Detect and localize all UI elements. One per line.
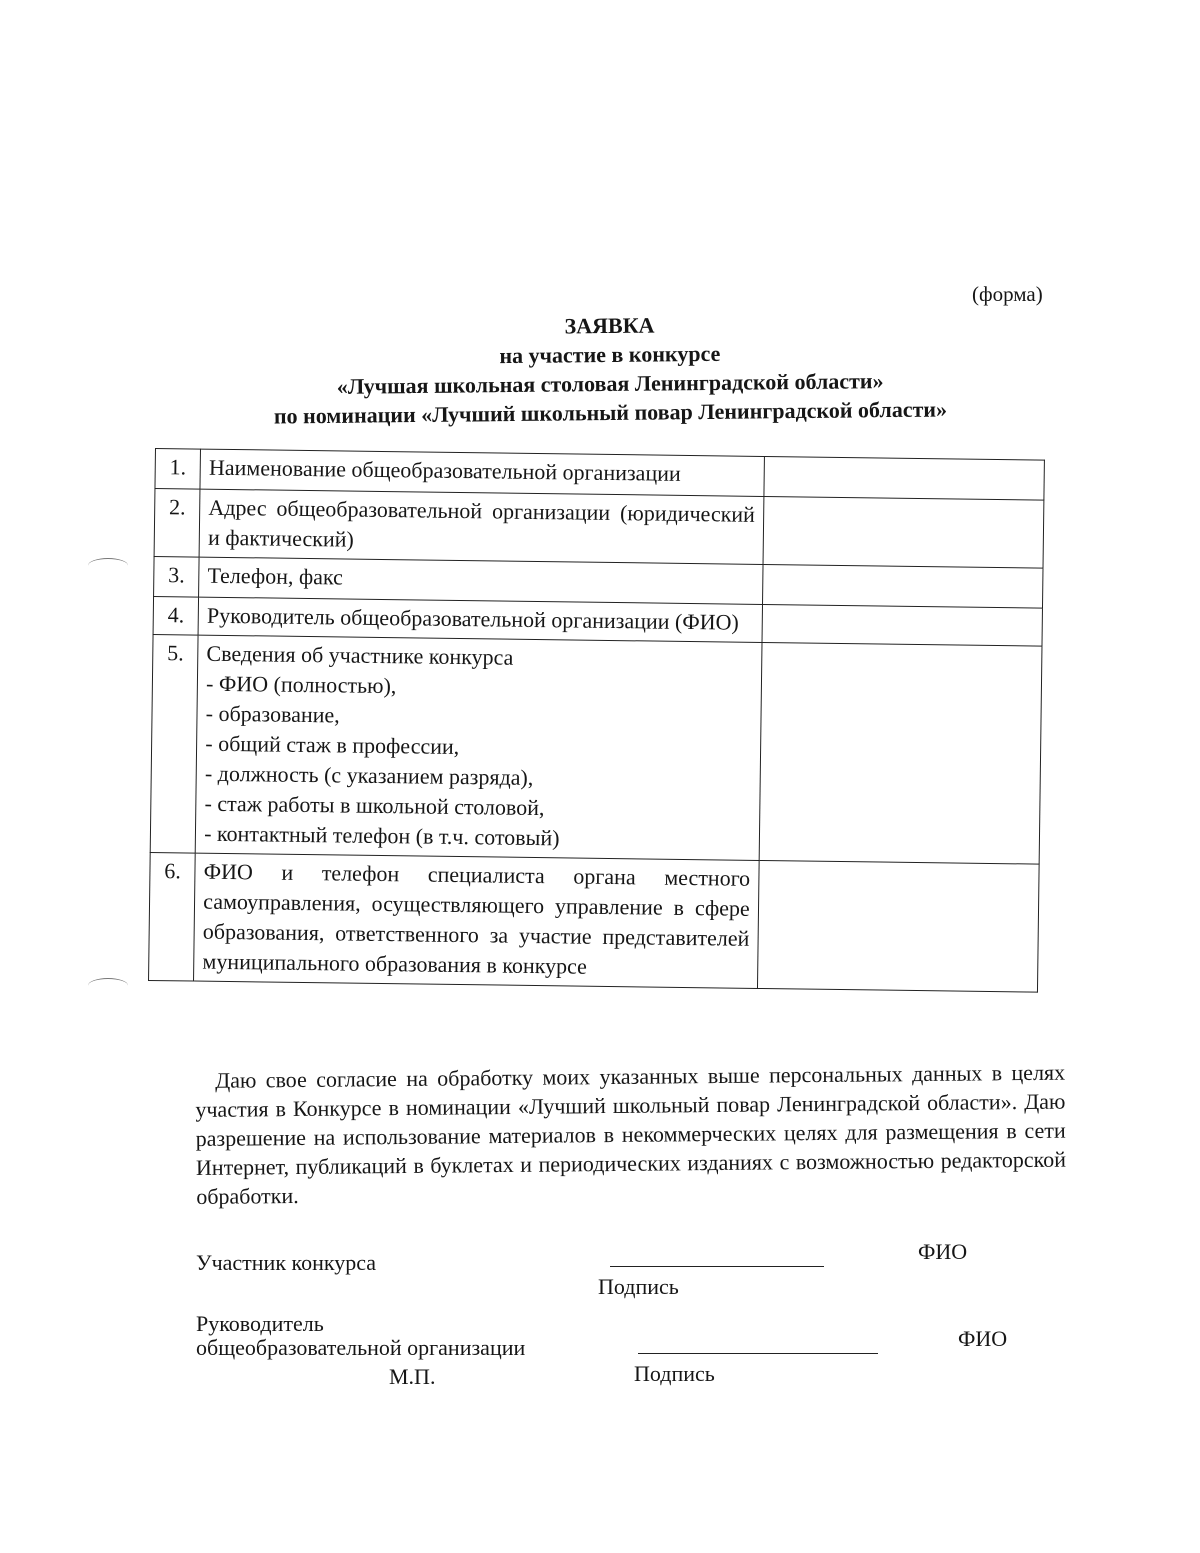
head-label-line-1: Руководитель (196, 1311, 324, 1336)
row-value-field[interactable] (757, 860, 1039, 992)
row-label-line: Сведения об участнике конкурса (206, 640, 514, 670)
row-value-field[interactable] (763, 496, 1044, 568)
row-value-field[interactable] (762, 564, 1043, 608)
row-value-field[interactable] (762, 604, 1043, 646)
row-label-line: - контактный телефон (в т.ч. сотовый) (204, 820, 560, 851)
row-label-line: Телефон, факс (207, 562, 344, 590)
row-value-field[interactable] (764, 456, 1045, 500)
punch-hole-mark (88, 558, 128, 573)
row-number: 6. (149, 852, 196, 981)
row-number: 4. (153, 596, 199, 635)
row-label-line: - должность (с указанием разряда), (204, 760, 534, 790)
title-line-4: по номинации «Лучший школьный повар Ленинградской области» (273, 396, 948, 429)
row-label-line: - общий стаж в профессии, (205, 730, 460, 760)
application-table-wrapper (148, 448, 1050, 993)
row-label-line: ФИО и телефон специалиста органа местного самоуправления, осуществляющего управление в сфере образования, ответственного за участие представителей муниципального образования в конкурсе (202, 858, 751, 979)
row-label (199, 489, 763, 564)
row-label-line: - стаж работы в школьной столовой, (204, 790, 545, 821)
row-number: 3. (154, 556, 200, 597)
consent-paragraph: Даю свое согласие на обработку моих указанных выше персональных данных в целях участия в Конкурсе в номинации «Лучший школьный повар Ленинградской области». Даю разрешение на использование материалов в некоммерческих целях для размещения в сети Интернет, публикаций в буклетах и периодических изданиях с возможностью редакторской обработки. (195, 1059, 1067, 1209)
participant-fio-label: ФИО (918, 1239, 968, 1264)
document-title (149, 306, 1070, 432)
participant-signature-caption: Подпись (598, 1274, 679, 1299)
application-table (148, 448, 1045, 993)
title-line-2: на участие в конкурсе (499, 340, 721, 369)
title-line-3: «Лучшая школьная столовая Ленинградской области» (336, 368, 884, 399)
stamp-label: М.П. (389, 1364, 436, 1389)
head-signature-line[interactable] (638, 1353, 878, 1354)
head-signature-caption: Подпись (634, 1361, 715, 1386)
participant-label: Участник конкурса (196, 1250, 377, 1275)
row-value-field[interactable] (759, 642, 1042, 864)
row-label (194, 853, 759, 988)
table-row (149, 852, 1040, 992)
row-label-line: - ФИО (полностью), (205, 670, 397, 699)
row-label (195, 635, 761, 860)
head-fio-label: ФИО (958, 1326, 1008, 1351)
table-row (150, 634, 1042, 864)
table-row (154, 489, 1044, 569)
row-number: 1. (155, 449, 201, 490)
punch-hole-mark (88, 978, 128, 993)
form-label: (форма) (972, 282, 1043, 306)
row-label-line: - образование, (205, 700, 340, 728)
title-line-1: ЗАЯВКА (564, 312, 655, 339)
row-label-line: Руководитель общеобразовательной организации (ФИО) (206, 602, 739, 635)
row-number: 5. (150, 634, 198, 853)
row-label-line: Наименование общеобразовательной организации (208, 454, 681, 486)
participant-signature-line[interactable] (610, 1266, 824, 1267)
row-label-line: Адрес общеобразовательной организации (юридический и фактический) (207, 494, 756, 552)
head-label-line-2: общеобразовательной организации (196, 1335, 526, 1360)
row-number: 2. (154, 489, 200, 558)
